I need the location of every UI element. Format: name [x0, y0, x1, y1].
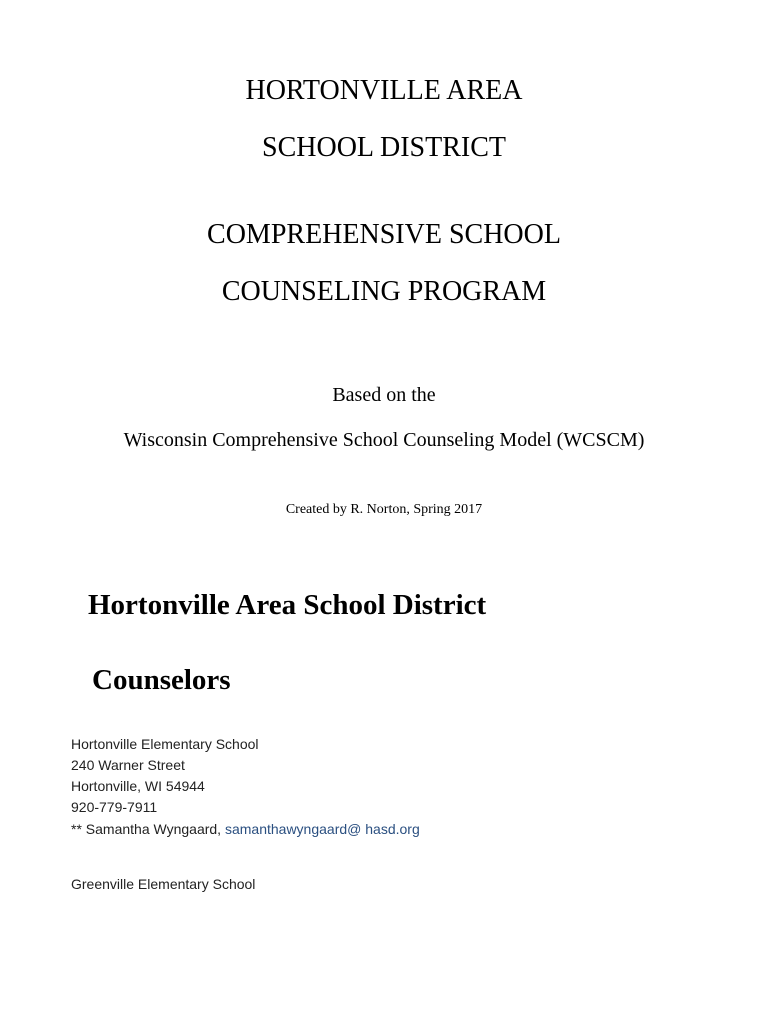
- school-name: Hortonville Elementary School: [71, 736, 259, 752]
- school-phone: 920-779-7911: [71, 799, 158, 815]
- author-credit: Created by R. Norton, Spring 2017: [285, 502, 483, 517]
- model-name: Wisconsin Comprehensive School Counseling Model (WCSCM): [123, 429, 645, 451]
- district-title-line-1: HORTONVILLE AREA: [245, 75, 523, 106]
- counselor-email-link[interactable]: samanthawyngaard@ hasd.org: [224, 821, 420, 837]
- school-street: 240 Warner Street: [71, 757, 185, 773]
- section-heading-district: Hortonville Area School District: [88, 589, 487, 621]
- school-name-2: Greenville Elementary School: [71, 876, 256, 892]
- school-city: Hortonville, WI 54944: [71, 778, 205, 794]
- program-title-line-1: COMPREHENSIVE SCHOOL: [207, 219, 561, 250]
- counselor-name: ** Samantha Wyngaard,: [71, 821, 225, 837]
- based-on-label: Based on the: [332, 384, 436, 406]
- program-title-line-2: COUNSELING PROGRAM: [221, 276, 547, 307]
- section-heading-counselors: Counselors: [92, 664, 231, 696]
- counselor-line: [71, 820, 420, 838]
- district-title-line-2: SCHOOL DISTRICT: [262, 132, 506, 163]
